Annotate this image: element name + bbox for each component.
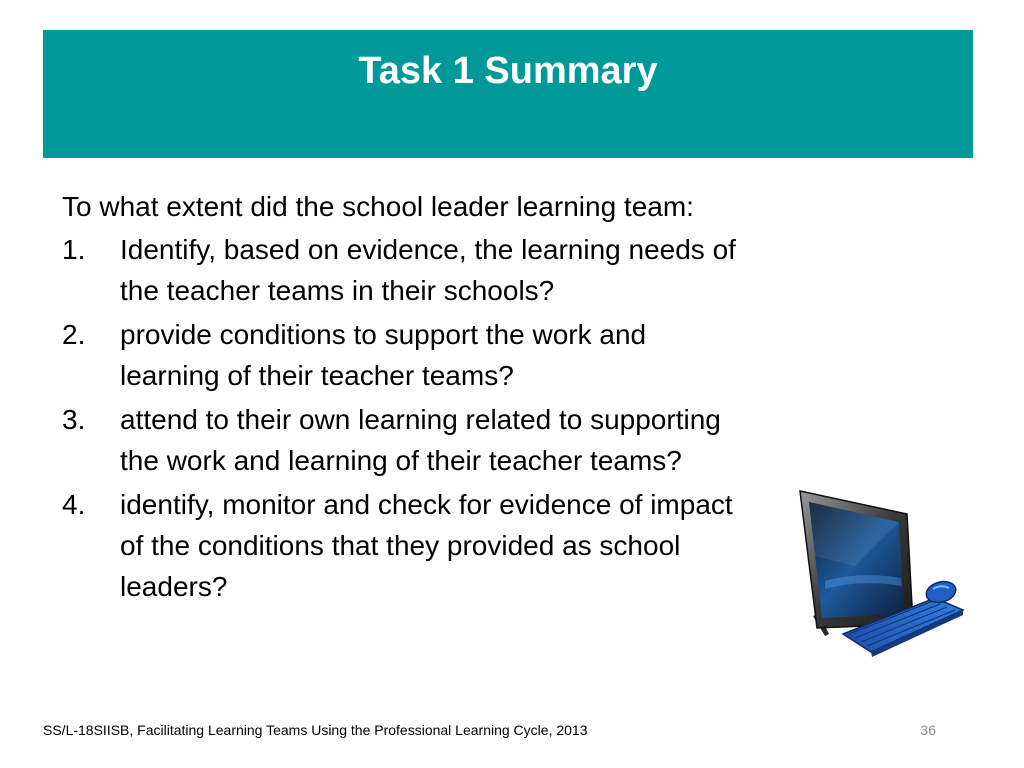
title-bar (43, 30, 973, 158)
list-item (62, 314, 752, 396)
list-item-number: 1. (62, 234, 86, 265)
list-item (62, 484, 752, 607)
list-item-text: Identify, based on evidence, the learning needs of the teacher teams in their schools? (120, 234, 736, 306)
list-item (62, 399, 752, 481)
intro-text: To what extent did the school leader learning team: (62, 191, 694, 222)
list-item-text: attend to their own learning related to supporting the work and learning of their teacher teams? (120, 404, 721, 476)
list-item-number: 3. (62, 404, 86, 435)
list-item (62, 229, 752, 311)
list-item-number: 4. (62, 489, 86, 520)
list-item-number: 2. (62, 319, 86, 350)
slide-title: Task 1 Summary (358, 50, 658, 92)
list-item-text: provide conditions to support the work and learning of their teacher teams? (120, 319, 647, 391)
slide-body (62, 186, 752, 610)
page-number: 36 (920, 722, 936, 738)
list-item-text: identify, monitor and check for evidence of impact of the conditions that they provided as school leaders? (120, 489, 733, 602)
desktop-computer-icon (795, 486, 970, 661)
footer-citation: SS/L-18SIISB, Facilitating Learning Teams Using the Professional Learning Cycle, 2013 (43, 722, 588, 738)
question-list (62, 229, 752, 607)
